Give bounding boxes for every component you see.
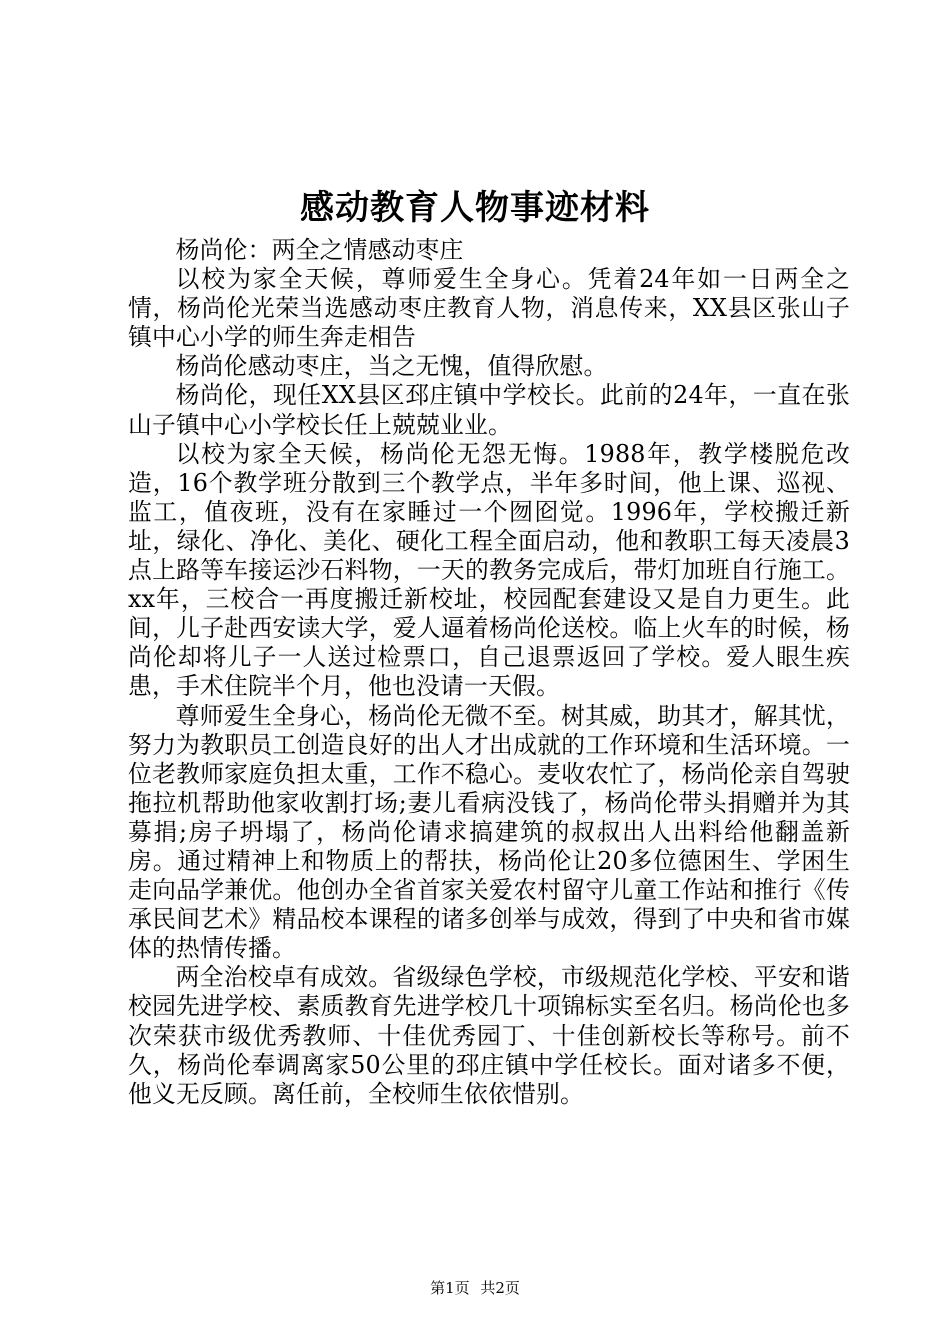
document-body <box>128 236 850 1109</box>
paragraph-3: 杨尚伦，现任XX县区邳庄镇中学校长。此前的24年，一直在张山子镇中心小学校长任上兢兢业业。 <box>128 381 850 439</box>
paragraph-6: 两全治校卓有成效。省级绿色学校，市级规范化学校、平安和谐校园先进学校、素质教育先进学校几十项锦标实至名归。杨尚伦也多次荣获市级优秀教师、十佳优秀园丁、十佳创新校长等称号。前不久，杨尚伦奉调离家50公里的邳庄镇中学任校长。面对诸多不便，他义无反顾。离任前，全校师生依依惜别。 <box>128 963 850 1108</box>
paragraph-subtitle: 杨尚伦：两全之情感动枣庄 <box>175 236 464 264</box>
paragraph-2: 杨尚伦感动枣庄，当之无愧，值得欣慰。 <box>175 352 608 381</box>
document-title: 感动教育人物事迹材料 <box>300 188 650 228</box>
paragraph-1: 以校为家全天候，尊师爱生全身心。凭着24年如一日两全之情，杨尚伦光荣当选感动枣庄教育人物，消息传来，XX县区张山子镇中心小学的师生奔走相告 <box>128 265 850 352</box>
page-footer: 第1页 共2页 <box>430 1279 520 1297</box>
paragraph-4: 以校为家全天候，杨尚伦无怨无悔。1988年，教学楼脱危改造，16个教学班分散到三个教学点，半年多时间，他上课、巡视、监工，值夜班，没有在家睡过一个囫囵觉。1996年，学校搬迁新址，绿化、净化、美化、硬化工程全面启动，他和教职工每天凌晨3点上路等车接运沙石料物，一天的教务完成后，带灯加班自行施工。xx年，三校合一再度搬迁新校址，校园配套建设又是自力更生。此间，儿子赴西安读大学，爱人逼着杨尚伦送校。临上火车的时候，杨尚伦却将儿子一人送过检票口，自己退票返回了学校。爱人眼生疾患，手术住院半个月，他也没请一天假。 <box>128 439 850 701</box>
paragraph-5: 尊师爱生全身心，杨尚伦无微不至。树其威，助其才，解其忧，努力为教职员工创造良好的出人才出成就的工作环境和生活环境。一位老教师家庭负担太重，工作不稳心。麦收农忙了，杨尚伦亲自驾驶拖拉机帮助他家收割打场;妻儿看病没钱了，杨尚伦带头捐赠并为其募捐;房子坍塌了，杨尚伦请求搞建筑的叔叔出人出料给他翻盖新房。通过精神上和物质上的帮扶，杨尚伦让20多位德困生、学困生走向品学兼优。他创办全省首家关爱农村留守儿童工作站和推行《传承民间艺术》精品校本课程的诸多创举与成效，得到了中央和省市媒体的热情传播。 <box>128 701 850 963</box>
